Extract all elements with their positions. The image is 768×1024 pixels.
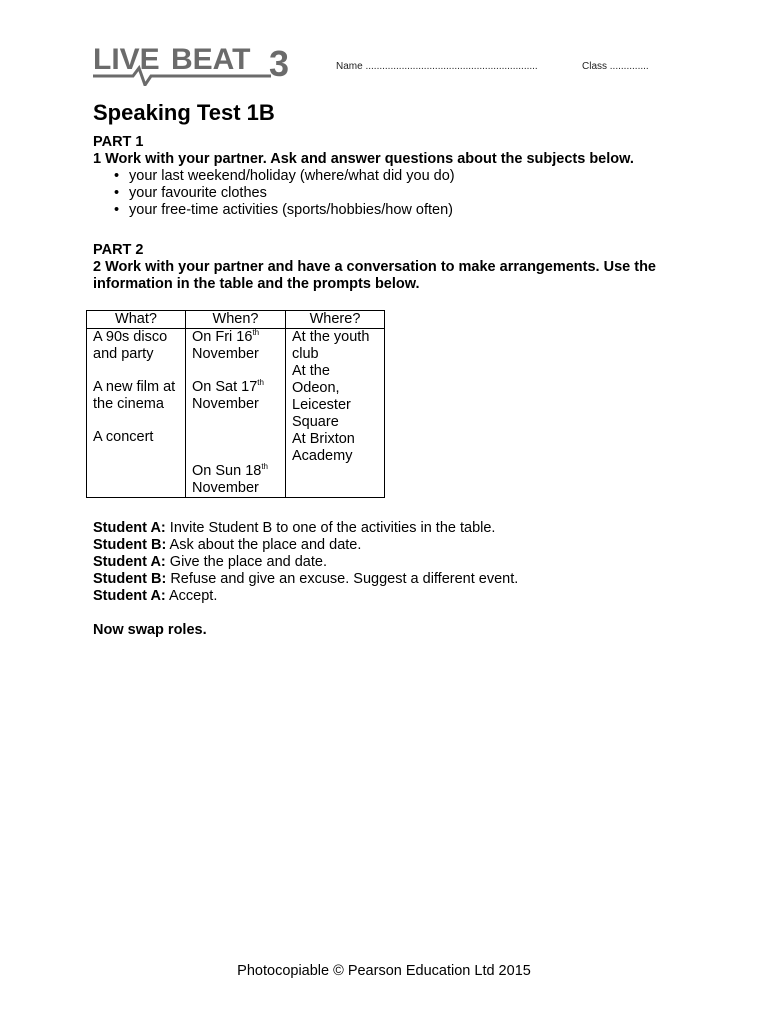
when-item: On Sat 17th November — [192, 378, 264, 412]
dialogue-line: Student A: Give the place and date. — [93, 554, 327, 570]
where-item: At Brixton Academy — [292, 431, 355, 464]
dialogue-line: Student B: Refuse and give an excuse. Suggest a different event. — [93, 571, 519, 587]
name-field[interactable]: Name .............................................................. — [336, 61, 538, 72]
dialogue-line: Student A: Invite Student B to one of the activities in the table. — [93, 520, 496, 536]
table-header-row — [87, 311, 385, 329]
where-cell — [286, 329, 385, 498]
table-header-when: When? — [186, 311, 286, 329]
dialogue-prompts — [93, 520, 518, 605]
part2-instruction: 2 Work with your partner and have a conversation to make arrangements. Use the information in the table and the prompts below. — [93, 259, 656, 292]
arrangements-table — [86, 310, 385, 498]
table-row — [87, 329, 385, 498]
what-item: A new film at the cinema — [93, 379, 176, 412]
page-title: Speaking Test 1B — [93, 100, 275, 125]
when-item: On Sun 18th November — [192, 462, 268, 496]
part1-instruction: 1 Work with your partner. Ask and answer questions about the subjects below. — [93, 151, 634, 167]
svg-text:LIVE: LIVE — [93, 43, 160, 76]
part2-section — [93, 242, 683, 293]
part1-section — [93, 134, 634, 219]
live-beat-logo — [93, 42, 297, 86]
where-item: At the Odeon, Leicester Square — [292, 363, 351, 430]
what-item: A 90s disco and party — [93, 329, 168, 362]
when-item: On Fri 16th November — [192, 328, 260, 362]
table-header-what: What? — [87, 311, 186, 329]
class-field[interactable]: Class .............. — [582, 61, 649, 72]
svg-text:3: 3 — [269, 43, 290, 84]
dialogue-line: Student A: Accept. — [93, 588, 218, 604]
part1-heading: PART 1 — [93, 134, 144, 150]
what-item: A concert — [93, 429, 154, 445]
svg-text:BEAT: BEAT — [171, 43, 251, 76]
list-item: • your free-time activities (sports/hobbies/how often) — [129, 202, 634, 219]
what-cell — [87, 329, 186, 498]
when-cell — [186, 329, 286, 498]
part2-heading: PART 2 — [93, 242, 144, 258]
dialogue-line: Student B: Ask about the place and date. — [93, 537, 362, 553]
table-header-where: Where? — [286, 311, 385, 329]
list-item: • your last weekend/holiday (where/what did you do) — [129, 168, 634, 185]
list-item: • your favourite clothes — [129, 185, 634, 202]
where-item: At the youth club — [292, 329, 370, 362]
part1-bullet-list — [93, 168, 634, 219]
swap-roles-note: Now swap roles. — [93, 622, 207, 638]
footer-copyright: Photocopiable © Pearson Education Ltd 2015 — [237, 963, 531, 979]
